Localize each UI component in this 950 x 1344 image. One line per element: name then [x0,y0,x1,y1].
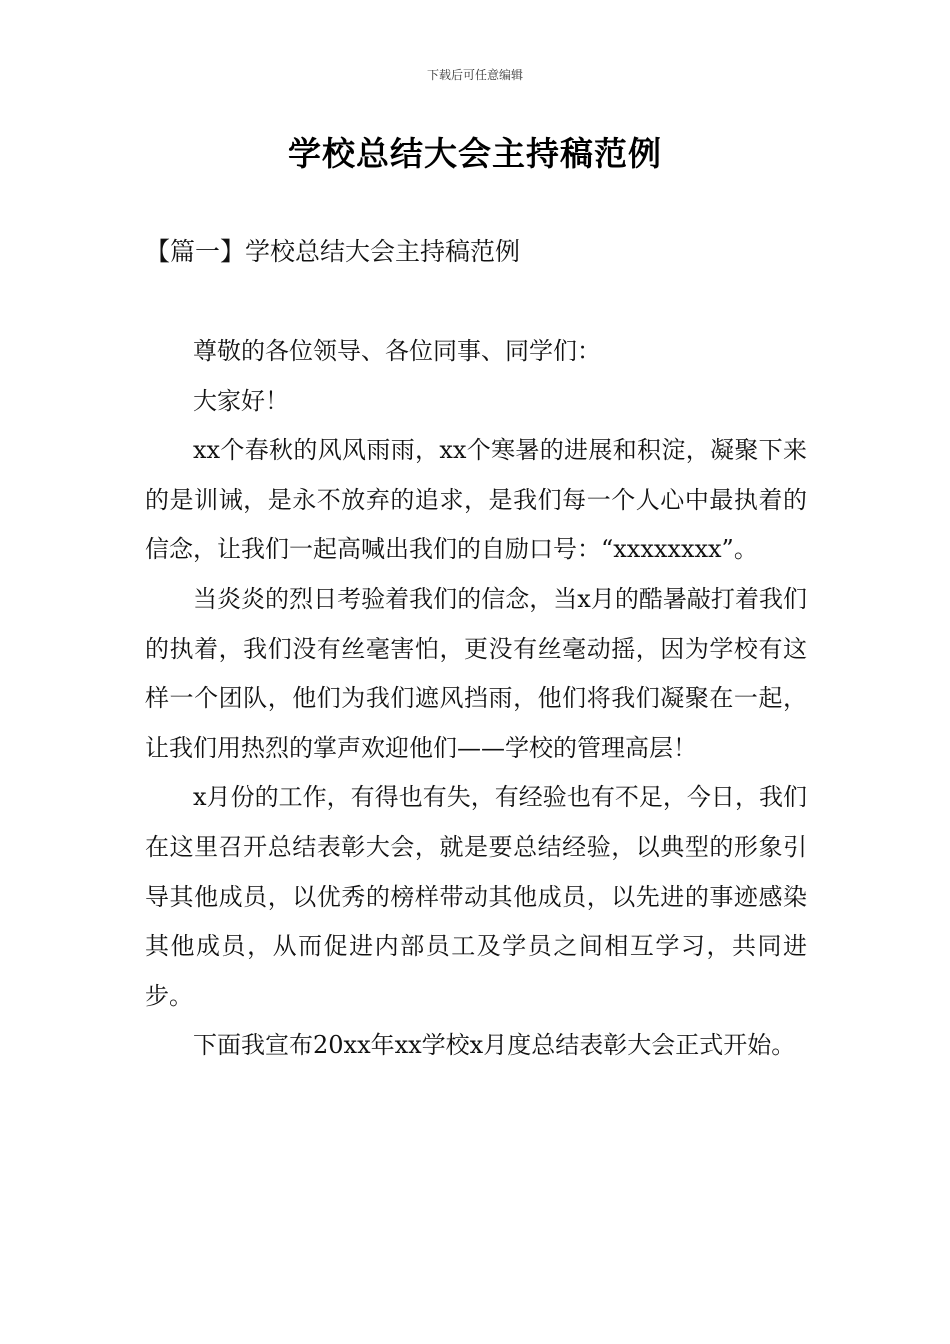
document-title: 学校总结大会主持稿范例 [288,134,662,173]
paragraph: xx个春秋的风风雨雨，xx个寒暑的进展和积淀，凝聚下来的是训诫，是永不放弃的追求，是我们每一个人心中最执着的信念，让我们一起高喊出我们的自励口号：“xxxxxxxx”。 [145,436,807,564]
paragraph: x月份的工作，有得也有失，有经验也有不足，今日，我们在这里召开总结表彰大会，就是要总结经验，以典型的形象引导其他成员，以优秀的榜样带动其他成员，以先进的事迹感染其他成员，从而促进内部员工及学员之间相互学习，共同进步。 [145,783,807,1010]
section-heading: 【篇一】学校总结大会主持稿范例 [145,237,521,266]
paragraph-salutation: 尊敬的各位领导、各位同事、同学们： [193,337,601,365]
paragraph: 下面我宣布20xx年xx学校x月度总结表彰大会正式开始。 [193,1031,796,1060]
paragraph-greeting: 大家好！ [193,386,289,415]
paragraph: 当炎炎的烈日考验着我们的信念，当x月的酷暑敲打着我们的执着，我们没有丝毫害怕，更没有丝毫动摇，因为学校有这样一个团队，他们为我们遮风挡雨，他们将我们凝聚在一起，让我们用热烈的掌声欢迎他们——学校的管理高层！ [145,584,807,762]
header-note: 下载后可任意编辑 [426,68,523,82]
document-body [145,327,807,1071]
